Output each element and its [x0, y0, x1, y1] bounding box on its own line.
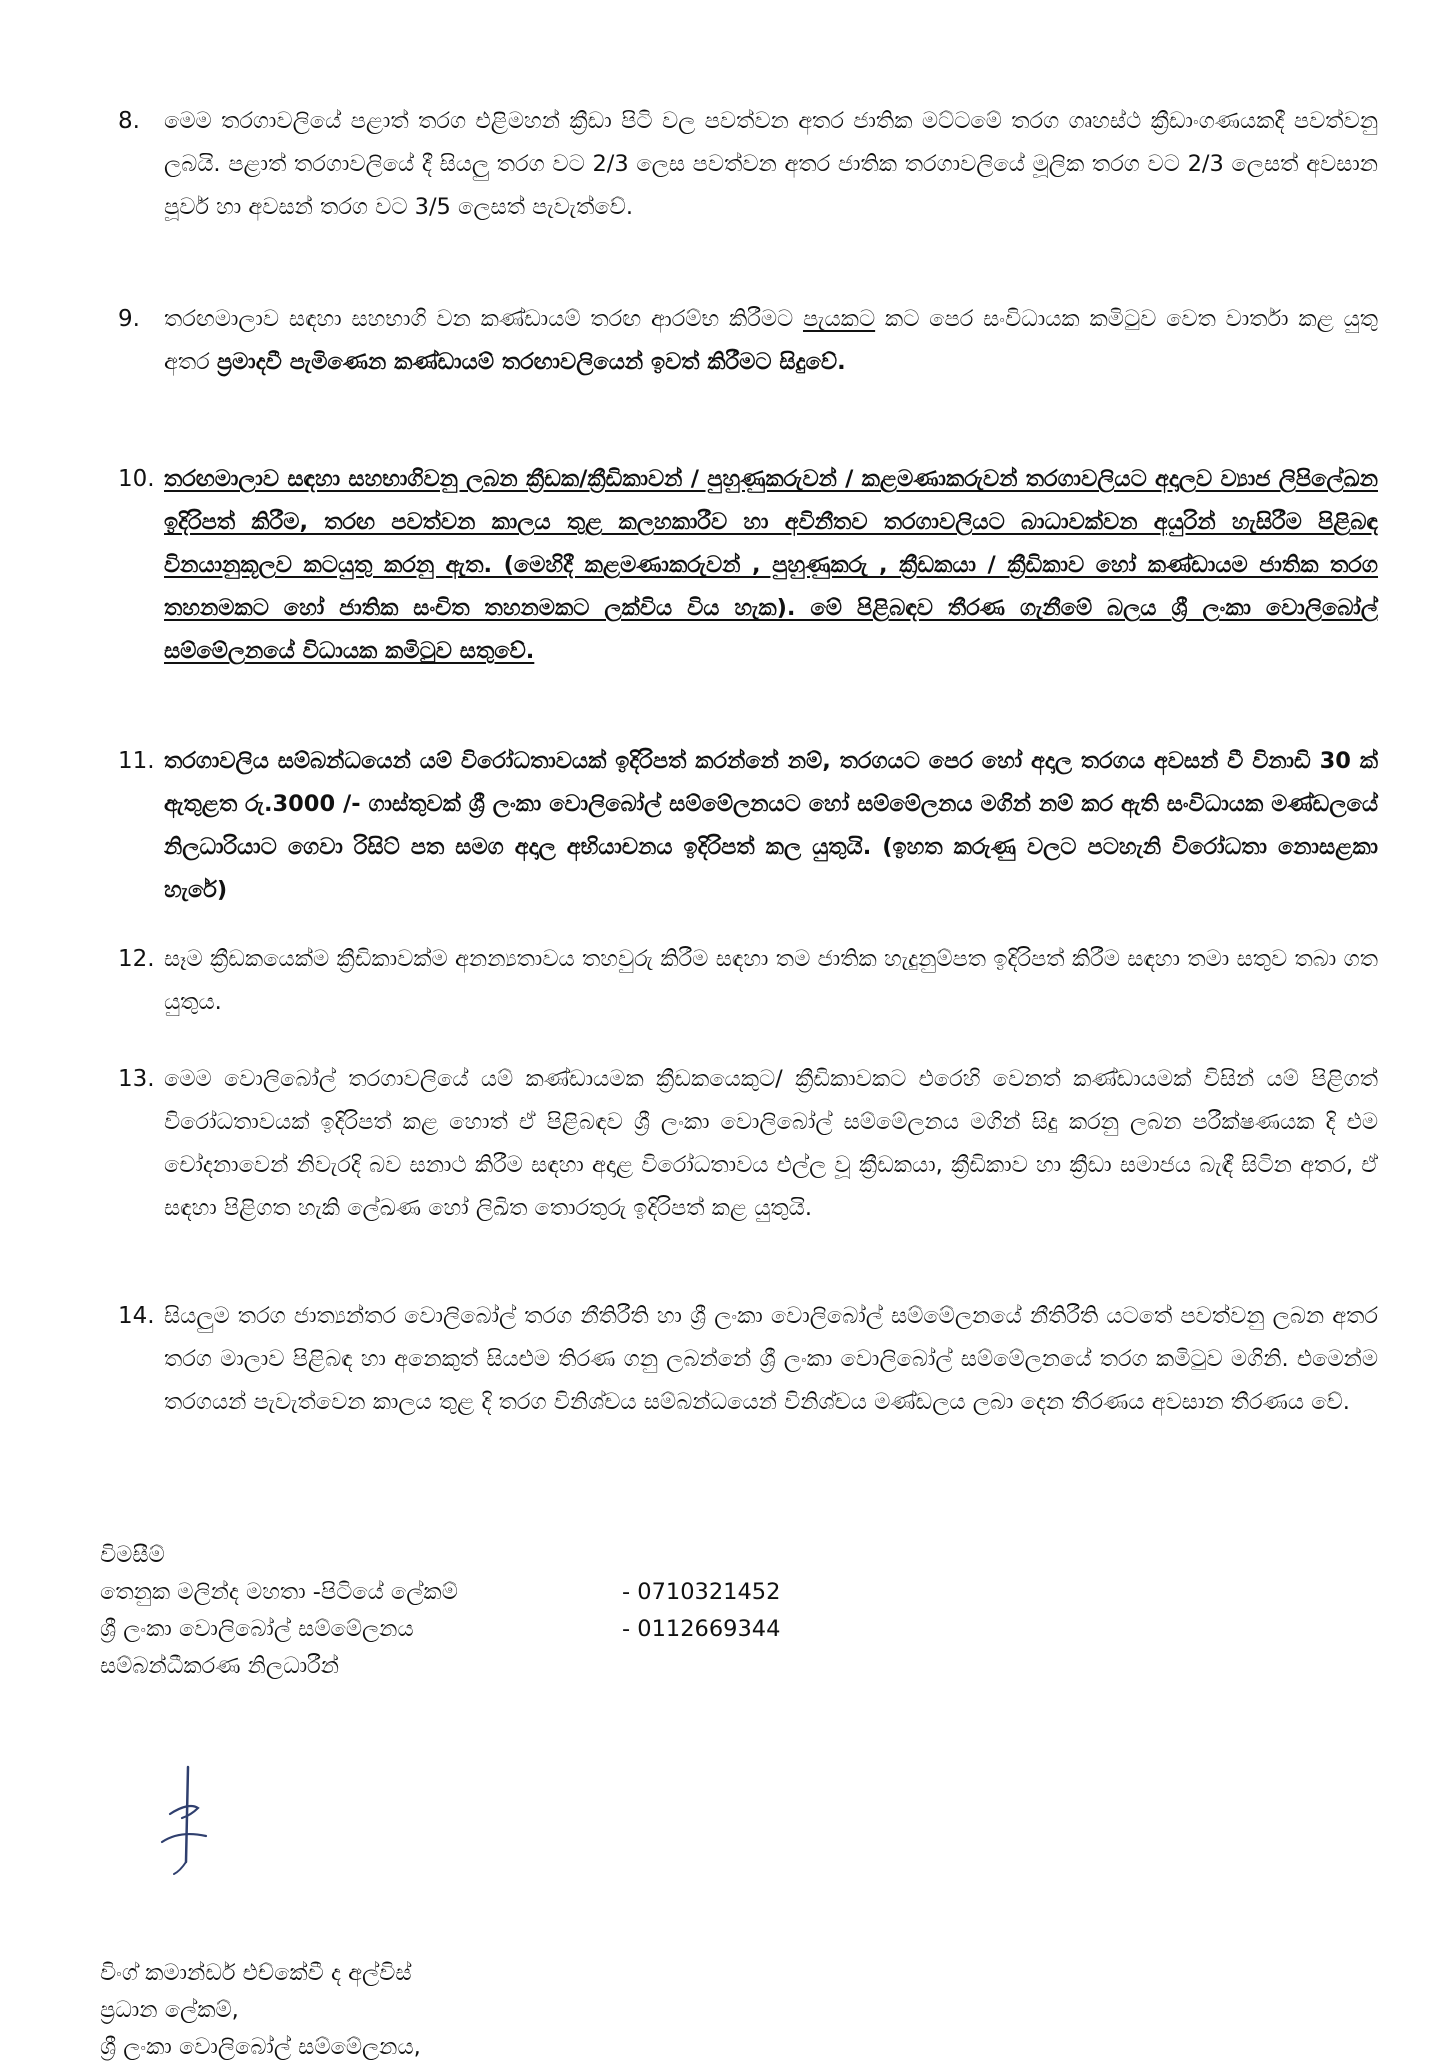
clause-text: [164, 298, 1378, 384]
contact-label: ශ්‍රී ලංකා වොලිබෝල් සම්මේලනය: [100, 1616, 414, 1642]
clause-14: [118, 1295, 1378, 1424]
underlined-word: පැයකට: [802, 306, 876, 332]
clause-text: මෙම තරගාවලියේ පළාත් තරග එළිමහන් ක්‍රීඩා පිටි වල පවත්වන අතර ජාතික මට්ටමේ තරග ගෘහස්ථ ක්‍රීඩාංගණයකදී පවත්වනු ලබයි. පළාත් තරගාවලියේ දී සියලු තරග වට 2/3 ලෙස පවත්වන අතර ජාතික තරගාවලියේ මූලික තරග වට 2/3 ලෙසත් අවසාන පූර්ව හා අවසන් තරග වට 3/5 ලෙසත් පැවැත්වේ.: [164, 108, 1378, 220]
clause-8: [118, 100, 1378, 229]
signatory-name: විංග් කමාන්ඩර් එච්කේවී ද අල්විස්: [100, 1960, 412, 1986]
contact-row: [100, 1611, 1300, 1648]
contact-label: තෙනුක මලින්ද මහතා -පිටියේ ලේකම්: [100, 1579, 458, 1605]
contact-row: [100, 1574, 1300, 1611]
clause-text: තරගාවලිය සම්බන්ධයෙන් යම් විරෝධතාවයක් ඉදිරිපත් කරන්නේ නම්, තරගයට පෙර හෝ අදාල තරගය අවසන් වී විනාඩි 30 ක් ඇතුළත රු.3000 /- ගාස්තුවක් ශ්‍රී ලංකා වොලිබෝල් සම්මේලනයට හෝ සම්මේලනය මගින් නම් කර ඇති සංවිධායක මණ්ඩලයේ නිලධාරියාට ගෙවා රිසිට් පත සමග අදාල අභියාචනය ඉදිරිපත් කල යුතුයි. (ඉහත කරුණු වලට පටහැනි විරෝධතා නොසළකා හැරේ): [164, 748, 1378, 903]
contact-phone: - 0710321452: [622, 1579, 781, 1605]
signature-image: [148, 1762, 228, 1882]
clause-12: [118, 938, 1378, 1024]
clause-9: [118, 298, 1378, 384]
bold-statement: ප්‍රමාදවී පැමිණෙන කණ්ඩායම් තරඟාවලියෙන් ඉවත් කිරීමට සිදුවේ.: [216, 349, 846, 375]
contact-heading: විමසීම්: [100, 1542, 165, 1568]
clause-number: 13.: [118, 1066, 155, 1092]
clause-number: 8.: [118, 108, 140, 134]
clause-number: 12.: [118, 946, 155, 972]
clause-number: 11.: [118, 748, 155, 774]
clause-number: 10.: [118, 466, 155, 492]
contact-phone: - 0112669344: [622, 1616, 781, 1642]
clause-text-part: තරඟමාලාව සඳහා සහභාගි වන කණ්ඩායම් තරඟ ආරම්භ කිරීමට: [164, 306, 803, 332]
signatory-title: ප්‍රධාන ලේකම්,: [100, 1997, 239, 2023]
contact-block: [100, 1537, 1300, 1685]
clause-number: 14.: [118, 1303, 155, 1329]
clause-number: 9.: [118, 306, 140, 332]
clause-13: [118, 1058, 1378, 1230]
clause-text: මෙම වොලිබෝල් තරගාවලියේ යම් කණ්ඩායමක ක්‍රීඩකයෙකුට/ ක්‍රීඩිකාවකට එරෙහි වෙනත් කණ්ඩායමක් විසින් යම් පිළිගත් විරෝධතාවයක් ඉදිරිපත් කළ හොත් ඒ පිළිබඳව ශ්‍රී ලංකා වොලිබෝල් සම්මේලනය මගින් සිදු කරනු ලබන පරීක්ෂණයක දි එම චෝදනාවෙන් නිවැරදි බව සනාථ කිරීම සඳහා අදාළ විරෝධතාවය එල්ල වූ ක්‍රීඩකයා, ක්‍රීඩිකාව හා ක්‍රීඩා සමාජය බැඳී සිටින අතර, ඒ සඳහා පිළිගත හැකි ලේඛණ හෝ ලිඛිත තොරතුරු ඉදිරිපත් කළ යුතුයි.: [164, 1066, 1378, 1221]
signatory-block: [100, 1955, 421, 2066]
clause-10: [118, 458, 1378, 673]
clause-text: තරඟමාලාව සඳහා සහභාගිවනු ලබන ක්‍රීඩක/ක්‍රීඩිකාවන් / පුහුණුකරුවන් / කළමණාකරුවන් තරගාවලියට අදාලව ව්‍යාජ ලිපිලේඛන ඉදිරිපත් කිරීම, තරඟ පවත්වන කාලය තුළ කලහකාරීව හා අවිනීතව තරගාවලියට බාධාවක්වන අයුරින් හැසිරීම පිළිබඳ විනයානුකූලව කටයුතු කරනු ඇත. (මෙහිදී කළමණාකරුවන් , පුහුණුකරු , ක්‍රීඩකයා / ක්‍රීඩිකාව හෝ කණ්ඩායම ජාතික තරග තහනමකට හෝ ජාතික සංචිත තහනමකට ලක්විය විය හැක). මේ පිළිබඳව තීරණ ගැනීමේ බලය ශ්‍රී ලංකා වොලිබෝල් සම්මේලනයේ විධායක කමිටුව සතුවේ.: [164, 466, 1378, 664]
clause-text: සෑම ක්‍රීඩකයෙක්ම ක්‍රීඩිකාවක්ම අනන්‍යතාවය තහවුරු කිරීම සඳහා තම ජාතික හැදුනුම්පත ඉදිරිපත් කිරීම සඳහා තමා සතුව තබා ගත යුතුය.: [164, 946, 1378, 1015]
clause-11: [118, 740, 1378, 912]
signatory-org: ශ්‍රී ලංකා වොලිබෝල් සම්මේලනය,: [100, 2034, 421, 2060]
clause-text-part: කට පෙර සංවිධායක කමිටුව වෙත වාර්තා කළ යුතු අතර: [164, 306, 1378, 375]
contact-footer: සම්බන්ධීකරණ නිලධාරීන්: [100, 1653, 340, 1679]
clause-text: සියලුම තරග ජාත්‍යන්තර වොලිබෝල් තරග නීතිරීති හා ශ්‍රී ලංකා වොලිබෝල් සම්මේලනයේ නීතිරීති යටතේ පවත්වනු ලබන අතර තරග මාලාව පිළිබඳ හා අනෙකුත් සියළුම තිරණ ගනු ලබන්නේ ශ්‍රී ලංකා වොලිබෝල් සම්මේලනයේ තරග කමිටුව මගිනි. එමෙන්ම තරගයන් පැවැත්වෙන කාලය තුළ දි තරග විනිශ්චය සම්බන්ධයෙන් විනිශ්චය මණ්ඩලය ලබා දෙන තීරණය අවසාන තීරණය වේ.: [164, 1303, 1378, 1415]
